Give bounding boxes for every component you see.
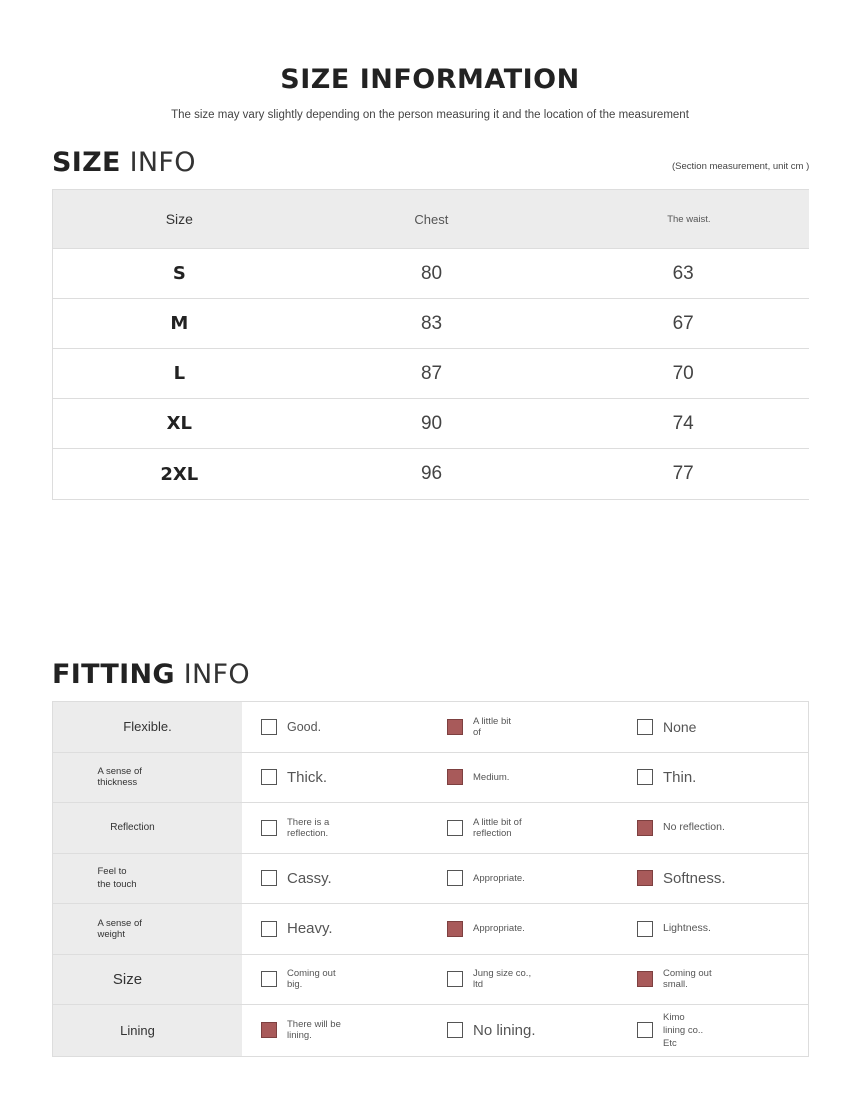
size-cell: XL — [166, 413, 193, 434]
size-table — [52, 189, 809, 500]
fitting-option — [242, 904, 428, 954]
fitting-option — [618, 803, 808, 853]
column-header-chest: Chest — [414, 211, 449, 227]
fitting-table — [52, 701, 809, 1057]
table-row — [53, 249, 809, 299]
table-row — [53, 349, 809, 399]
column-header-size: Size — [165, 211, 193, 227]
fitting-option — [242, 702, 428, 752]
checkbox[interactable] — [447, 719, 463, 735]
fitting-row-flexible — [53, 702, 808, 753]
page-subtitle: The size may vary slightly depending on the person measuring it and the location of the measurement — [171, 109, 689, 121]
waist-cell: 67 — [672, 312, 694, 334]
option-label: Jung size co., ltd — [473, 968, 532, 991]
checkbox[interactable] — [637, 719, 653, 735]
fitting-option — [428, 702, 618, 752]
checkbox[interactable] — [261, 921, 277, 937]
checkbox[interactable] — [637, 921, 653, 937]
column-header-waist: The waist. — [667, 213, 711, 225]
fitting-label-text: A sense of thickness — [97, 766, 142, 789]
option-label: No reflection. — [663, 821, 725, 834]
fitting-option — [618, 753, 808, 803]
size-table-header — [53, 190, 809, 249]
option-label: Thick. — [287, 768, 328, 786]
checkbox[interactable] — [447, 971, 463, 987]
size-info-heading-strong: SIZE — [52, 147, 121, 178]
chest-cell: 83 — [420, 312, 443, 334]
checkbox[interactable] — [261, 870, 277, 886]
option-label: Good. — [287, 719, 322, 734]
checkbox[interactable] — [447, 921, 463, 937]
table-row — [53, 449, 809, 499]
measurement-note: (Section measurement, unit cm ) — [672, 161, 810, 172]
size-cell: 2XL — [160, 463, 199, 485]
fitting-label — [53, 753, 242, 803]
option-label: A little bit of reflection — [473, 816, 522, 839]
waist-cell: 74 — [672, 412, 694, 434]
size-cell: S — [172, 263, 186, 284]
fitting-row-touch — [53, 854, 808, 905]
fitting-label: Reflection — [53, 803, 242, 853]
fitting-option — [242, 753, 428, 803]
size-cell: L — [173, 363, 186, 384]
option-label: No lining. — [473, 1021, 536, 1039]
checkbox[interactable] — [261, 820, 277, 836]
fitting-info-heading-strong: FITTING — [52, 659, 175, 690]
checkbox[interactable] — [447, 769, 463, 785]
checkbox[interactable] — [261, 1022, 277, 1038]
fitting-option — [618, 702, 808, 752]
fitting-label: Size — [53, 955, 242, 1005]
size-info-heading — [52, 147, 196, 178]
size-cell: M — [170, 313, 189, 334]
fitting-option — [242, 1005, 428, 1056]
fitting-option — [618, 904, 808, 954]
fitting-info-heading — [52, 659, 250, 690]
fitting-option — [242, 854, 428, 904]
fitting-row-size — [53, 955, 808, 1006]
table-row — [53, 399, 809, 449]
fitting-row-reflection — [53, 803, 808, 854]
fitting-label — [53, 854, 242, 904]
checkbox[interactable] — [261, 719, 277, 735]
checkbox[interactable] — [261, 971, 277, 987]
checkbox[interactable] — [637, 870, 653, 886]
fitting-option — [618, 854, 808, 904]
waist-cell: 63 — [672, 262, 694, 284]
option-label: Lightness. — [663, 922, 711, 935]
fitting-option — [428, 753, 618, 803]
option-label: Kimo lining co.. Etc — [663, 1011, 704, 1049]
table-row — [53, 299, 809, 349]
fitting-info-heading-light: INFO — [183, 659, 250, 690]
option-label: Softness. — [663, 869, 726, 887]
checkbox[interactable] — [447, 870, 463, 886]
chest-cell: 96 — [420, 463, 443, 484]
chest-cell: 80 — [420, 262, 443, 284]
option-label: Cassy. — [287, 869, 332, 887]
waist-cell: 77 — [672, 463, 694, 484]
fitting-label-text: A sense of weight — [97, 917, 142, 940]
option-label: None — [663, 718, 697, 735]
fitting-option — [618, 1005, 808, 1056]
fitting-row-lining — [53, 1005, 808, 1056]
option-label: Heavy. — [287, 920, 333, 938]
fitting-option — [428, 803, 618, 853]
chest-cell: 90 — [420, 412, 443, 434]
fitting-label-text: Feel to the touch — [97, 866, 137, 891]
option-label: Appropriate. — [473, 872, 525, 884]
size-info-heading-light: INFO — [129, 147, 196, 178]
option-label: Coming out big. — [287, 968, 336, 991]
fitting-label: Flexible. — [53, 702, 242, 752]
fitting-row-weight — [53, 904, 808, 955]
fitting-option — [242, 803, 428, 853]
option-label: Appropriate. — [473, 923, 525, 935]
fitting-label: Lining — [53, 1005, 242, 1056]
waist-cell: 70 — [672, 362, 694, 384]
checkbox[interactable] — [637, 971, 653, 987]
option-label: There will be lining. — [287, 1019, 341, 1042]
option-label: Coming out small. — [663, 968, 712, 991]
option-label: Medium. — [473, 771, 510, 783]
checkbox[interactable] — [447, 1022, 463, 1038]
fitting-option — [428, 955, 618, 1005]
checkbox[interactable] — [261, 769, 277, 785]
option-label: There is a reflection. — [287, 816, 330, 839]
page-title: SIZE INFORMATION — [280, 64, 580, 95]
option-label: Thin. — [663, 768, 697, 786]
fitting-option — [428, 854, 618, 904]
chest-cell: 87 — [420, 362, 443, 384]
checkbox[interactable] — [447, 820, 463, 836]
option-label: A little bit of — [473, 715, 512, 738]
checkbox[interactable] — [637, 769, 653, 785]
fitting-label — [53, 904, 242, 954]
fitting-row-thickness — [53, 753, 808, 804]
checkbox[interactable] — [637, 820, 653, 836]
fitting-option — [618, 955, 808, 1005]
fitting-option — [428, 1005, 618, 1056]
checkbox[interactable] — [637, 1022, 653, 1038]
fitting-option — [428, 904, 618, 954]
fitting-option — [242, 955, 428, 1005]
